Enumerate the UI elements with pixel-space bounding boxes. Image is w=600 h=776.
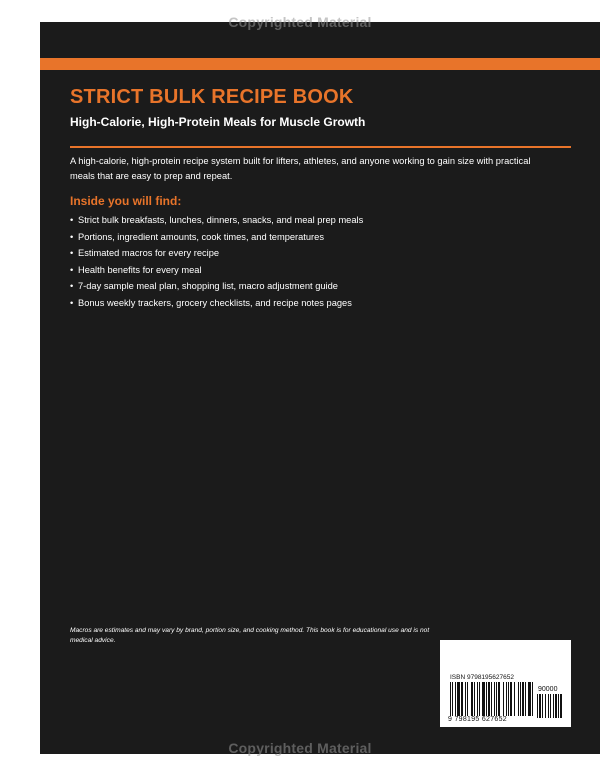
barcode-box [440,640,571,727]
feature-item: • Health benefits for every meal [70,262,550,279]
feature-list [70,212,550,311]
price-code: 90000 [538,686,558,693]
isbn-digits: 9 798195 627652 [448,716,507,723]
disclaimer-text: Macros are estimates and may vary by brand, portion size, and cooking method. This book is for educational use and is not medical advice. [70,627,430,644]
top-accent-bar [40,58,600,70]
intro-text: A high-calorie, high-protein recipe system built for lifters, athletes, and anyone working to gain size with practical meals that are easy to prep and repeat. [70,156,531,181]
watermark-top: Copyrighted Material [228,14,372,30]
feature-item: • Estimated macros for every recipe [70,245,550,262]
inside-heading: Inside you will find: [70,194,182,208]
isbn-label: ISBN 9798195627652 [450,674,514,681]
feature-item: • Portions, ingredient amounts, cook times, and temperatures [70,229,550,246]
barcode-addon-bars [537,694,563,718]
barcode-stripe [560,694,562,718]
watermark-bottom: Copyrighted Material [228,740,372,756]
book-subtitle: High-Calorie, High-Protein Meals for Muscle Growth [70,115,366,129]
barcode-bars [450,682,533,716]
feature-item: • Strict bulk breakfasts, lunches, dinners, snacks, and meal prep meals [70,212,550,229]
feature-item: • 7-day sample meal plan, shopping list, macro adjustment guide [70,278,550,295]
section-divider [70,146,571,148]
book-title: STRICT BULK RECIPE BOOK [70,86,354,108]
feature-item: • Bonus weekly trackers, grocery checklists, and recipe notes pages [70,295,550,312]
